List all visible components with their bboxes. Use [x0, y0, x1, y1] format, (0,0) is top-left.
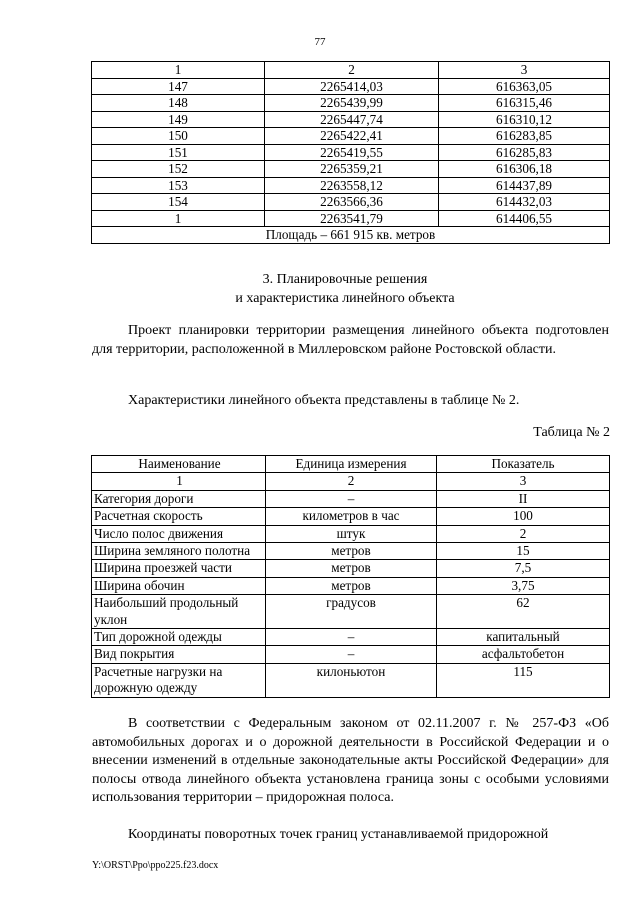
table-row [92, 525, 610, 542]
point-number: 148 [92, 95, 265, 112]
paragraph-coordinates: Координаты поворотных точек границ устанавливаемой придорожной [128, 827, 549, 842]
unit-of-measure: – [266, 646, 437, 663]
table-row [92, 128, 610, 145]
characteristic-name: Расчетная скорость [92, 508, 266, 525]
table-row [92, 595, 610, 629]
table-label: Таблица № 2 [533, 425, 610, 440]
table-row [92, 646, 610, 663]
table-row [92, 577, 610, 594]
point-number: 154 [92, 194, 265, 211]
coordinate-x: 2263566,36 [265, 194, 439, 211]
coordinate-x: 2263558,12 [265, 177, 439, 194]
column-number: 3 [437, 473, 610, 490]
coordinate-x: 2265422,41 [265, 128, 439, 145]
unit-of-measure: – [266, 629, 437, 646]
coordinate-x: 2265419,55 [265, 144, 439, 161]
point-number: 149 [92, 111, 265, 128]
unit-of-measure: – [266, 490, 437, 507]
table-row [92, 144, 610, 161]
table-row [92, 663, 610, 697]
column-number: 3 [439, 62, 610, 79]
table-numbering-row [92, 473, 610, 490]
coordinate-y: 614432,03 [439, 194, 610, 211]
page-number: 77 [314, 36, 326, 48]
coordinate-y: 616306,18 [439, 161, 610, 178]
characteristic-name: Наибольший продольный уклон [92, 595, 266, 629]
characteristic-name: Вид покрытия [92, 646, 266, 663]
table-header-row [92, 62, 610, 79]
characteristic-value: 15 [437, 543, 610, 560]
column-number: 1 [92, 473, 266, 490]
unit-of-measure: метров [266, 543, 437, 560]
section-heading-line1: 3. Планировочные решения [262, 272, 428, 287]
coordinate-x: 2263541,79 [265, 210, 439, 227]
characteristic-value: 3,75 [437, 577, 610, 594]
section-heading-line2: и характеристика линейного объекта [235, 291, 455, 306]
characteristic-value: 62 [437, 595, 610, 629]
table-row [92, 95, 610, 112]
unit-of-measure: километров в час [266, 508, 437, 525]
coordinate-y: 616315,46 [439, 95, 610, 112]
point-number: 153 [92, 177, 265, 194]
table-row [92, 490, 610, 507]
table-row [92, 78, 610, 95]
unit-of-measure: штук [266, 525, 437, 542]
characteristic-name: Расчетные нагрузки на дорожную одежду [92, 663, 266, 697]
column-header: Показатель [437, 456, 610, 473]
area-row [92, 227, 610, 244]
table-row [92, 194, 610, 211]
characteristic-name: Ширина земляного полотна [92, 543, 266, 560]
coordinate-y: 616283,85 [439, 128, 610, 145]
table-row [92, 543, 610, 560]
coordinate-y: 616285,83 [439, 144, 610, 161]
characteristic-value: 115 [437, 663, 610, 697]
column-number: 1 [92, 62, 265, 79]
characteristic-name: Тип дорожной одежды [92, 629, 266, 646]
coordinate-x: 2265447,74 [265, 111, 439, 128]
coordinate-y: 614437,89 [439, 177, 610, 194]
characteristic-value: II [437, 490, 610, 507]
paragraph-federal-law: В соответствии с Федеральным законом от 02.11.2007 г. № 257-ФЗ «Об автомобильных дорогах и о дорожной деятельности в Российской Федерации и о внесении изменений в отдельные законодательные акты Российской Федерации» для полосы отвода линейного объекта установлена граница зоны с особыми условиями использования территории – придорожная полоса. [92, 716, 609, 805]
characteristic-name: Ширина обочин [92, 577, 266, 594]
table-header-row [92, 456, 610, 473]
table-row [92, 508, 610, 525]
point-number: 152 [92, 161, 265, 178]
column-header: Наименование [92, 456, 266, 473]
coordinate-x: 2265439,99 [265, 95, 439, 112]
point-number: 150 [92, 128, 265, 145]
coordinate-x: 2265359,21 [265, 161, 439, 178]
table-row [92, 560, 610, 577]
table-row [92, 210, 610, 227]
characteristic-value: капитальный [437, 629, 610, 646]
characteristics-table [91, 455, 610, 698]
unit-of-measure: метров [266, 560, 437, 577]
column-number: 2 [266, 473, 437, 490]
characteristic-value: 2 [437, 525, 610, 542]
area-total: Площадь – 661 915 кв. метров [92, 227, 610, 244]
point-number: 151 [92, 144, 265, 161]
footer-file-path: Y:\ORST\Ppo\ppo225.f23.docx [92, 860, 219, 871]
characteristic-name: Категория дороги [92, 490, 266, 507]
paragraph-characteristics: Характеристики линейного объекта представлены в таблице № 2. [128, 393, 520, 408]
table-row [92, 161, 610, 178]
characteristic-value: асфальтобетон [437, 646, 610, 663]
column-header: Единица измерения [266, 456, 437, 473]
table-row [92, 629, 610, 646]
coordinate-y: 614406,55 [439, 210, 610, 227]
characteristic-value: 7,5 [437, 560, 610, 577]
characteristic-value: 100 [437, 508, 610, 525]
characteristic-name: Ширина проезжей части [92, 560, 266, 577]
unit-of-measure: килоньютон [266, 663, 437, 697]
unit-of-measure: метров [266, 577, 437, 594]
coordinate-x: 2265414,03 [265, 78, 439, 95]
column-number: 2 [265, 62, 439, 79]
paragraph-project: Проект планировки территории размещения линейного объекта подготовлен для территории, расположенной в Миллеровском районе Ростовской области. [92, 323, 609, 357]
coordinate-y: 616310,12 [439, 111, 610, 128]
table-row [92, 111, 610, 128]
coordinate-y: 616363,05 [439, 78, 610, 95]
coordinates-table [91, 61, 610, 244]
point-number: 1 [92, 210, 265, 227]
characteristic-name: Число полос движения [92, 525, 266, 542]
table-row [92, 177, 610, 194]
point-number: 147 [92, 78, 265, 95]
unit-of-measure: градусов [266, 595, 437, 629]
